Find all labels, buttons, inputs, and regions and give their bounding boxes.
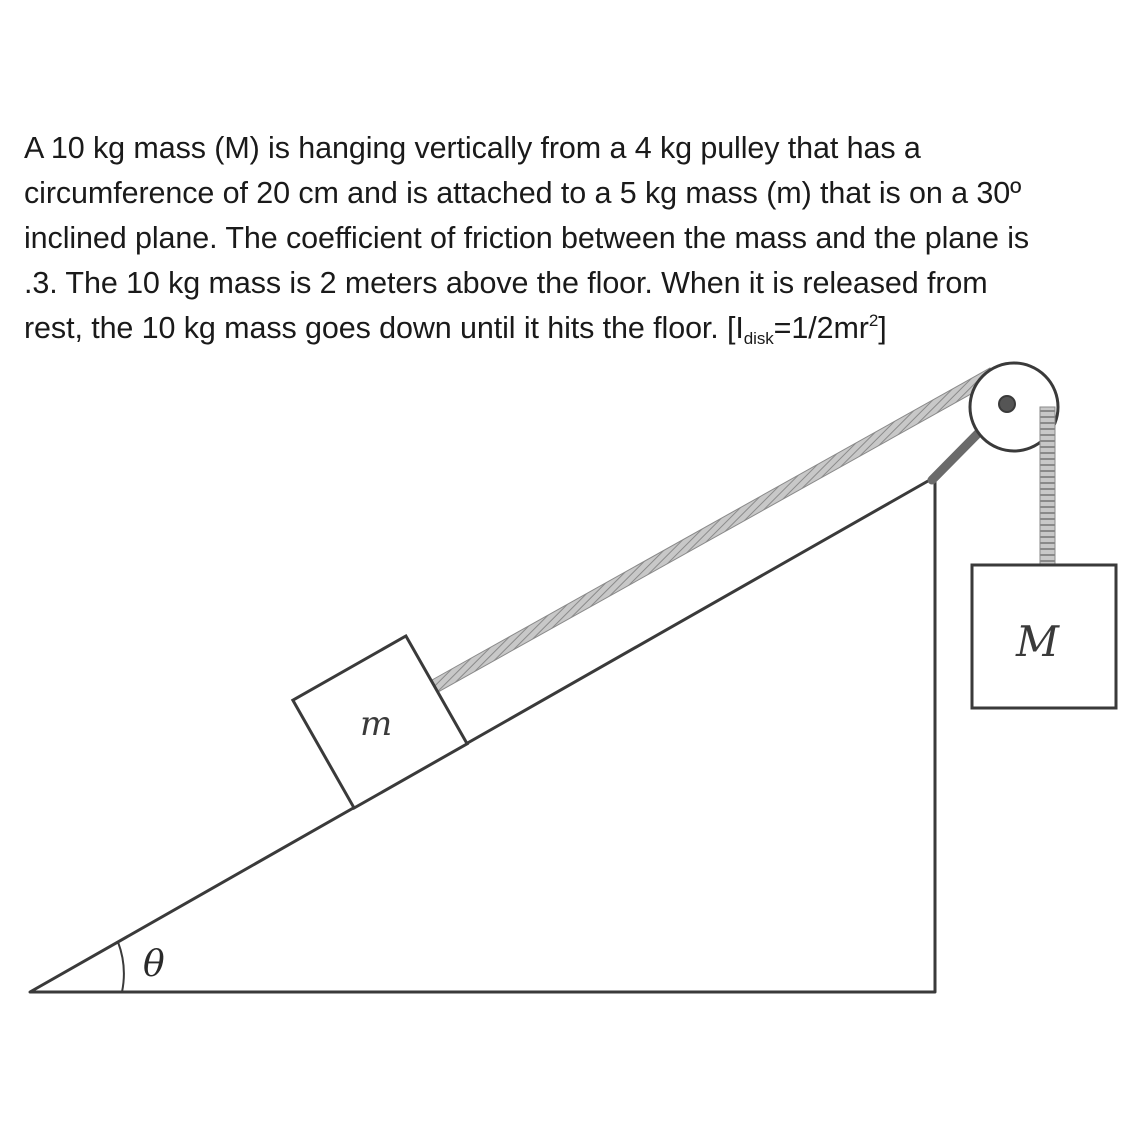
- problem-line-3: inclined plane. The coefficient of friction between the mass and the plane is: [24, 221, 1030, 255]
- incline-wedge: [30, 477, 935, 992]
- pulley-axle: [999, 396, 1015, 412]
- problem-line-5-end: ]: [878, 311, 887, 345]
- angle-label: θ: [143, 944, 165, 985]
- problem-line-4: .3. The 10 kg mass is 2 meters above the floor. When it is released from: [24, 266, 988, 300]
- problem-line-2: circumference of 20 cm and is attached to a 5 kg mass (m) that is on a 30º: [24, 176, 1022, 210]
- moment-exponent: 2: [868, 311, 879, 330]
- problem-line-5-main: rest, the 10 kg mass goes down until it hits the floor. [I: [24, 311, 744, 345]
- moment-subscript: disk: [743, 329, 774, 348]
- small-mass-label: m: [360, 704, 393, 744]
- vertical-rope: [1040, 407, 1055, 565]
- problem-line-1: A 10 kg mass (M) is hanging vertically from a 4 kg pulley that has a: [24, 131, 921, 165]
- moment-equation: =1/2mr: [773, 311, 869, 345]
- large-mass-label: M: [1016, 617, 1060, 666]
